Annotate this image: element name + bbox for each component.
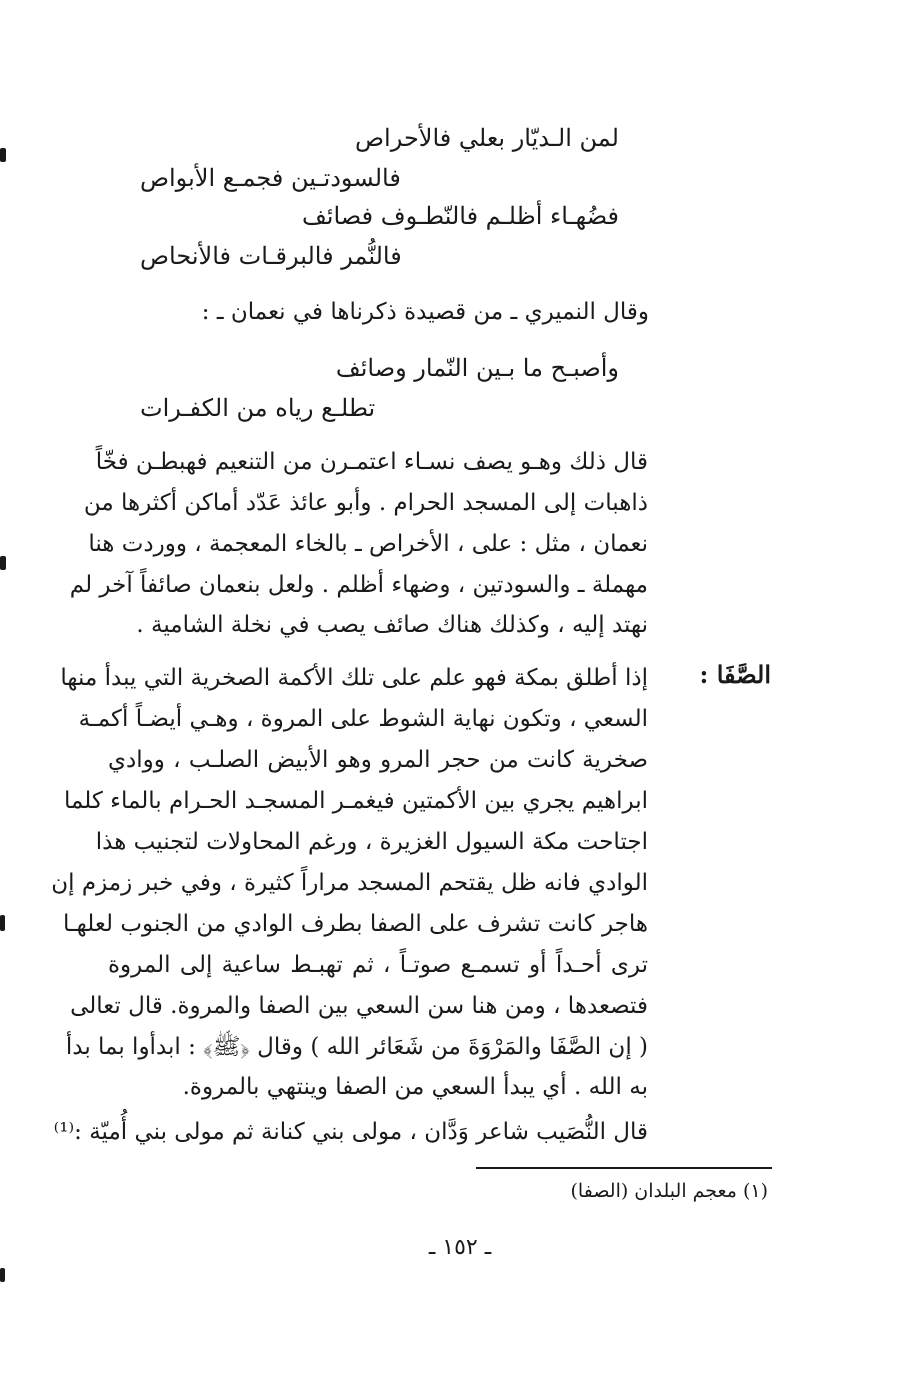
scan-mark [0,915,5,931]
scan-mark [0,1268,5,1282]
entry-line: اجتاحت مكة السيول الغزيرة ، ورغم المحاولات لتجنيب هذا [95,829,648,855]
entry-line: السعي ، وتكون نهاية الشوط على المروة ، وهـي أيضـاً أكمـة [78,706,648,732]
scan-mark [0,556,6,570]
entry-line: الوادي فانه ظل يقتحم المسجد مراراً كثيرة ، وفي خبر زمزم إن [51,870,648,896]
poem1-line4: فالنُّمر فالبرقـات فالأنحاص [140,242,402,270]
poem2-line2: تطلـع رياه من الكفـرات [140,394,376,422]
entry-line: به الله . أي يبدأ السعي من الصفا وينتهي بالمروة. [182,1074,648,1100]
footnote-rule [476,1167,772,1169]
entry-line: صخرية كانت من حجر المرو وهو الأبيض الصلـب ، ووادي [108,747,648,773]
para1-line: ذاهبات إلى المسجد الحرام . وأبو عائذ عَدّد أماكن أكثرها من [83,490,648,516]
entry-line: فتصعدها ، ومن هنا سن السعي بين الصفا والمروة. قال تعالى [70,993,648,1019]
entry-line: إذا أطلق بمكة فهو علم على تلك الأكمة الصخرية التي يبدأ منها [60,665,648,691]
footnote: (١) معجم البلدان (الصفا) [570,1180,768,1202]
para1-line: قال ذلك وهـو يصف نسـاء اعتمـرن من التنعيم فهبطـن فخّاً [95,449,648,475]
entry-line: ترى أحـداً أو تسمـع صوتـاً ، ثم تهبـط ساعية إلى المروة [108,952,648,978]
entry-line: ( إن الصَّفَا والمَرْوَةَ من شَعَائر الله ) وقال ﴿ﷺ﴾ : ابدأوا بما بدأ [65,1034,648,1060]
poem2-line1: وأصبـح ما بـين النّمار وصائف [335,354,619,382]
closing-line: قال النُّصَيب شاعر وَدَّان ، مولى بني كنانة ثم مولى بني أُميّة :⁽¹⁾ [53,1119,648,1145]
poem1-line3: فضُهـاء أظلـم فالنّطـوف فصائف [301,202,619,230]
para1-line: نهتد إليه ، وكذلك هناك صائف يصب في نخلة الشامية . [136,612,648,638]
entry-term: الصَّفَا : [699,660,771,689]
page-number: ـ ١٥٢ ـ [428,1235,492,1260]
poem1-line1: لمن الـديّار بعلي فالأحراص [355,124,619,152]
para1-line: نعمان ، مثل : على ، الأخراص ـ بالخاء المعجمة ، ووردت هنا [88,531,648,557]
entry-line: هاجر كانت تشرف على الصفا بطرف الوادي من الجنوب لعلهـا [62,911,648,937]
poem2-intro: وقال النميري ـ من قصيدة ذكرناها في نعمان ـ : [201,299,649,325]
poem1-line2: فالسودتـين فجمـع الأبواص [140,164,401,192]
scan-mark [0,148,6,162]
entry-line: ابراهيم يجري بين الأكمتين فيغمـر المسجـد الحـرام بالماء كلما [63,788,648,814]
para1-line: مهملة ـ والسودتين ، وضهاء أظلم . ولعل بنعمان صائفاً آخر لم [69,572,648,598]
